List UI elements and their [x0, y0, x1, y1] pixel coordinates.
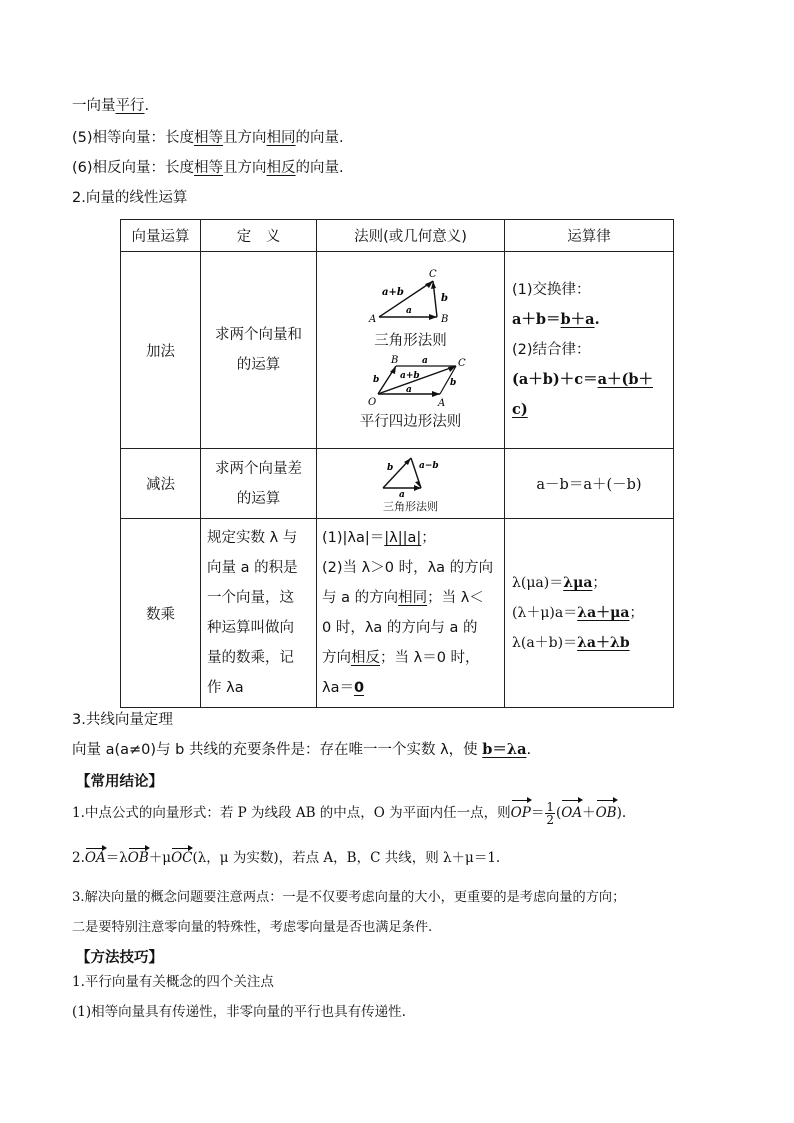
- theorem-text: 向量 a(a≠0)与 b 共线的充要条件是：存在唯一一个实数 λ，使: [72, 742, 483, 758]
- point-b-label: B: [390, 355, 398, 366]
- def-text: 且方向: [223, 130, 267, 146]
- subtraction-triangle-figure: [371, 452, 451, 498]
- rule-subtraction: [317, 449, 505, 519]
- def-text: (6)相反向量：长度: [72, 160, 195, 176]
- a-minus-b-label: a−b: [418, 460, 439, 471]
- rule-text: ；当 λ＜: [427, 590, 484, 606]
- parallelogram-rule-caption: 平行四边形法则: [359, 414, 462, 430]
- vector-op: OP: [511, 800, 531, 826]
- rule-text: ；当 λ＝0 时，: [380, 650, 480, 666]
- parallelogram-rule-figure: [356, 354, 466, 408]
- point-c-label: C: [428, 269, 437, 280]
- law-title: (2)结合律：: [512, 342, 591, 358]
- a-label: a: [405, 306, 412, 316]
- a-top-label: a: [421, 356, 428, 366]
- law-lhs: (λ＋μ)a＝: [512, 605, 578, 621]
- laws-addition: [505, 252, 674, 449]
- sum-label: a+b: [381, 287, 404, 298]
- def-subtraction: [201, 449, 317, 519]
- point-a-label: A: [437, 398, 445, 408]
- table-row-scalar-mult: [121, 519, 674, 708]
- commutative-law: [512, 305, 666, 335]
- fraction-one-half: [545, 801, 555, 826]
- rule-scalar-mult: [317, 519, 505, 708]
- law-lhs: (a＋b)＋c＝: [512, 371, 598, 388]
- law-end: ；: [592, 575, 607, 591]
- rule-line: 0 时，λa 的方向与 a 的: [322, 620, 478, 636]
- def-text: 的向量.: [295, 160, 344, 176]
- blank-answer: 相同: [266, 130, 296, 146]
- def-line: 量的数乘，记: [207, 650, 294, 666]
- vector-oa: OA: [84, 850, 106, 866]
- intro-line-parallel: [72, 96, 149, 116]
- rule-line: (2)当 λ＞0 时，λa 的方向: [322, 560, 494, 576]
- def-line: 规定实数 λ 与: [207, 530, 298, 546]
- conclusion-text: ＋μ: [148, 850, 172, 866]
- header-operation: 向量运算: [121, 220, 201, 252]
- conclusion-3-line-1: 3.解决向量的概念问题要注意两点：一是不仅要考虑向量的大小，更重要的是考虑向量的方向；: [72, 890, 626, 905]
- point-a-label: A: [368, 314, 376, 325]
- vector-operations-table: [120, 219, 674, 708]
- def-text: 且方向: [223, 160, 267, 176]
- blank-answer: 相反: [266, 160, 296, 176]
- def-equal-vectors: [72, 128, 344, 148]
- def-addition: [201, 252, 317, 449]
- rule-text: ；: [421, 530, 436, 546]
- header-definition: 定 义: [201, 220, 317, 252]
- vector-ob: OB: [596, 800, 617, 826]
- method-1-point-1: (1)相等向量具有传递性，非零向量的平行也具有传递性.: [72, 1004, 406, 1020]
- conclusions-heading: 【常用结论】: [76, 774, 163, 790]
- conclusion-text: (: [555, 805, 562, 821]
- triangle-rule-caption: 三角形法则: [374, 333, 447, 349]
- rule-text: λa＝: [322, 680, 354, 696]
- def-line: 的运算: [236, 357, 281, 373]
- rule-magnitude: [322, 523, 497, 553]
- rule-text: (1)|λa|＝: [322, 530, 385, 546]
- point-b-label: B: [440, 314, 448, 325]
- conclusion-text: 1.中点公式的向量形式：若 P 为线段 AB 的中点，O 为平面内任一点，则: [72, 805, 511, 821]
- conclusion-text: ＝: [530, 805, 545, 821]
- methods-heading: 【方法技巧】: [76, 950, 163, 966]
- point-c-label: C: [457, 358, 466, 369]
- vector-oa: OA: [561, 800, 582, 826]
- law-scalar-distrib-1: [512, 598, 666, 628]
- section-heading-linear-ops: 2.向量的线性运算: [72, 190, 188, 206]
- conclusion-2: [72, 848, 500, 868]
- rule-line: [322, 643, 497, 673]
- def-line: 作 λa: [207, 680, 244, 696]
- collinear-theorem: [72, 740, 531, 760]
- blank-answer: λμa: [563, 575, 593, 591]
- def-opposite-vectors: [72, 158, 344, 178]
- blank-answer: 相等: [194, 160, 224, 176]
- blank-answer: 相同: [398, 590, 428, 606]
- triangle-rule-figure: [361, 267, 461, 327]
- law-end: .: [594, 311, 600, 328]
- rule-line: [322, 673, 497, 703]
- conclusion-text: ＝λ: [105, 850, 128, 866]
- def-scalar-mult: [201, 519, 317, 708]
- arrowhead: [429, 314, 437, 320]
- conclusion-text: 2.: [72, 850, 85, 866]
- def-line: 种运算叫做向: [207, 620, 294, 636]
- blank-answer: 相反: [351, 650, 380, 666]
- sum-label: a+b: [399, 371, 420, 381]
- op-name-scalar-mult: 数乘: [121, 519, 201, 708]
- def-line: 求两个向量和: [215, 327, 302, 343]
- blank-answer: |λ||a|: [384, 530, 422, 546]
- rule-text: 方向: [322, 650, 351, 666]
- law-lhs: λ(μa)＝: [512, 575, 564, 591]
- b-label: b: [386, 462, 393, 473]
- law-end: ；: [629, 605, 644, 621]
- blank-answer: 平行: [115, 98, 145, 114]
- def-line: 求两个向量差: [215, 460, 302, 477]
- method-1-heading: 1.平行向量有关概念的四个关注点: [72, 974, 274, 990]
- intro-text: 一向量: [72, 98, 116, 114]
- rule-line: [322, 583, 497, 613]
- conclusion-text: ＋: [582, 805, 596, 821]
- a-bottom-label: a: [405, 385, 412, 395]
- rule-text: 与 a 的方向: [322, 590, 399, 606]
- def-line: 的运算: [236, 490, 281, 507]
- law-scalar-assoc: [512, 568, 666, 598]
- blank-answer: λa＋μa: [577, 605, 630, 621]
- def-line: 一个向量，这: [207, 590, 294, 606]
- b-right-label: b: [449, 378, 456, 388]
- laws-scalar-mult: [505, 519, 674, 708]
- a-label: a: [398, 489, 405, 498]
- op-name-subtraction: 减法: [121, 449, 201, 519]
- header-rule: 法则(或几何意义): [317, 220, 505, 252]
- conclusion-text: (λ，μ 为实数)，若点 A，B，C 共线，则 λ＋μ＝1.: [192, 850, 501, 866]
- blank-answer: 相等: [194, 130, 224, 146]
- blank-answer: λa＋λb: [577, 635, 630, 651]
- rule-addition: [317, 252, 505, 449]
- blank-answer: a＋(b＋c): [512, 371, 653, 418]
- intro-text: .: [144, 98, 150, 114]
- b-left-label: b: [372, 375, 379, 385]
- blank-answer: 0: [353, 680, 365, 696]
- table-row-addition: [121, 252, 674, 449]
- blank-answer: b＋a: [560, 311, 595, 328]
- b-label: b: [440, 293, 448, 304]
- associative-law: [512, 365, 666, 425]
- conclusion-text: ).: [616, 805, 627, 821]
- law-lhs: a＋b＝: [512, 311, 561, 328]
- def-line: 向量 a 的积是: [207, 560, 298, 576]
- def-text: (5)相等向量：长度: [72, 130, 195, 146]
- law-scalar-distrib-2: [512, 628, 666, 658]
- vector-oc: OC: [171, 850, 193, 866]
- theorem-text: .: [526, 742, 532, 758]
- vector-ob: OB: [127, 850, 149, 866]
- fraction-numerator: 1: [546, 800, 554, 814]
- blank-answer: b＝λa: [482, 741, 527, 758]
- conclusion-3-line-2: 二是要特别注意零向量的特殊性，考虑零向量是否也满足条件.: [72, 920, 433, 935]
- law-title: (1)交换律：: [512, 282, 591, 298]
- fraction-denominator: 2: [546, 813, 554, 827]
- table-row-subtraction: [121, 449, 674, 519]
- def-text: 的向量.: [295, 130, 344, 146]
- law-lhs: λ(a＋b)＝: [512, 635, 578, 651]
- header-laws: 运算律: [505, 220, 674, 252]
- subtraction-caption: 三角形法则: [383, 499, 438, 513]
- arrowhead: [432, 391, 440, 397]
- point-o-label: O: [367, 397, 376, 408]
- law-subtraction: a－b＝a＋(－b): [505, 449, 674, 519]
- op-name-addition: 加法: [121, 252, 201, 449]
- table-header-row: [121, 220, 674, 252]
- conclusion-1: [72, 800, 626, 826]
- section-heading-collinear: 3.共线向量定理: [72, 712, 173, 728]
